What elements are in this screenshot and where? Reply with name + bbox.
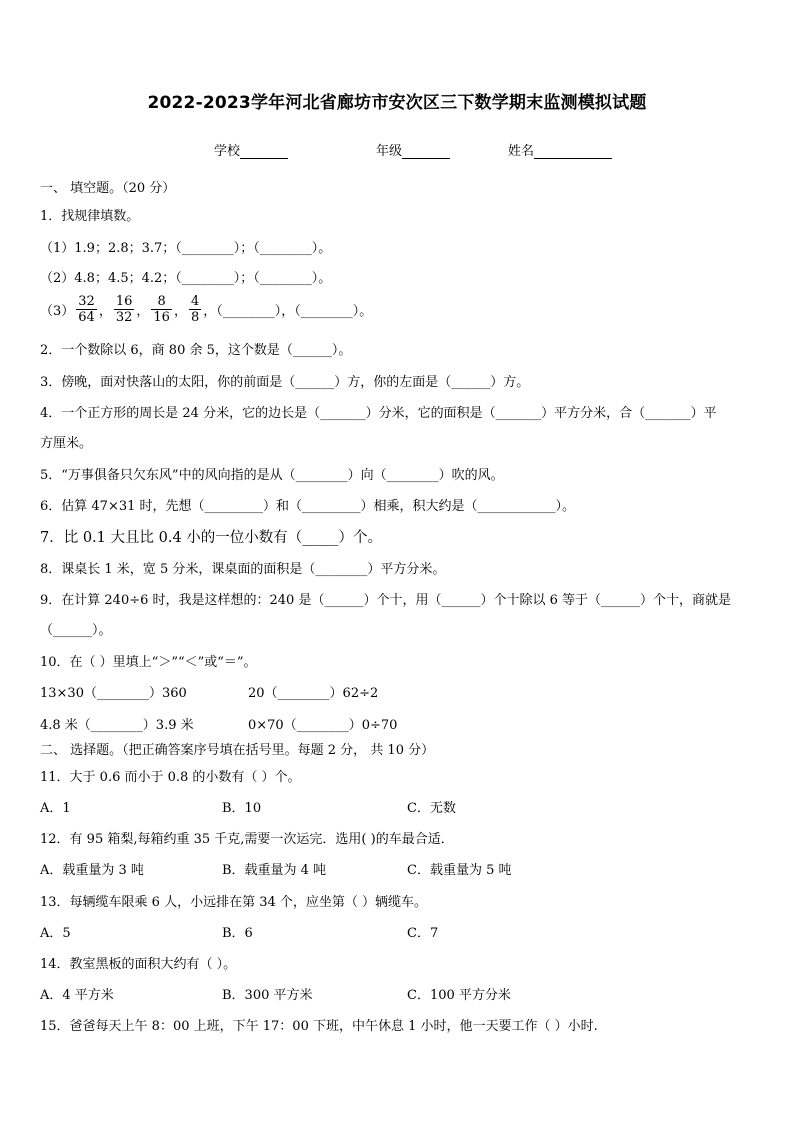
question-15: 15．爸爸每天上午 8：00 上班，下午 17：00 下班，中午休息 1 小时，他一天要工作（ ）小时.: [40, 1019, 598, 1034]
question-8: 8．课桌长 1 米，宽 5 分米，课桌面的面积是（________）平方分米。: [40, 562, 446, 577]
name-label: 姓名: [508, 144, 535, 159]
option-a: A．载重量为 3 吨: [40, 863, 144, 878]
question-10-item: 20（________）62÷2: [248, 686, 379, 701]
question-13: 13．每辆缆车限乘 6 人，小远排在第 34 个，应坐第（ ）辆缆车。: [40, 895, 428, 910]
school-label: 学校: [214, 144, 241, 159]
option-b: B．300 平方米: [222, 988, 313, 1003]
q1-part1: （1）1.9；2.8；3.7；（________）；（________）。: [40, 241, 332, 256]
question-3: 3．傍晚，面对快落山的太阳，你的前面是（______）方，你的左面是（______）方。: [40, 375, 530, 390]
question-5: 5．“万事俱备只欠东风”中的风向指的是从（________）向（________）吹的风。: [40, 468, 504, 483]
school-field: [214, 140, 288, 159]
question-4-line2: 方厘米。: [40, 436, 93, 451]
question-10-item: 4.8 米（________）3.9 米: [40, 718, 194, 733]
grade-blank[interactable]: [402, 144, 450, 159]
question-11: 11．大于 0.6 而小于 0.8 的小数有（ ）个。: [40, 770, 301, 785]
question-10-item: 13×30（________）360: [40, 686, 187, 701]
option-b: B．6: [222, 926, 253, 941]
option-a: A．1: [40, 801, 71, 816]
school-blank[interactable]: [240, 144, 288, 159]
option-b: B．载重量为 4 吨: [222, 863, 327, 878]
grade-label: 年级: [376, 144, 403, 159]
q1-part3: （3） $\frac{32}{64}$ ， $\frac{16}{32}$ ， $\frac{8}{16}$ ， $\frac{4}{8}$ ，（________），（________）。: [40, 294, 373, 325]
fraction: $\frac{8}{16}$: [153, 294, 170, 325]
option-a: A．5: [40, 926, 71, 941]
question-6: 6．估算 47×31 时，先想（_________）和（_________）相乘，积大约是（____________）。: [40, 499, 576, 514]
grade-field: [376, 140, 450, 159]
q1-stem: 1．找规律填数。: [40, 209, 140, 224]
option-c: C．载重量为 5 吨: [407, 863, 512, 878]
question-12: 12．有 95 箱梨,每箱约重 35 千克,需要一次运完．选用( )的车最合适．: [40, 832, 454, 847]
fraction: $\frac{32}{64}$: [78, 294, 95, 325]
question-10-stem: 10．在（ ）里填上“＞”“＜”或“＝”。: [40, 655, 257, 670]
q1-part3-prefix: （3）: [40, 304, 75, 319]
question-9-line1: 9．在计算 240÷6 时，我是这样想的：240 是（______）个十，用（______）个十除以 6 等于（______）个十，商就是: [40, 593, 731, 608]
section1-heading: 一、 填空题。（20 分）: [40, 181, 176, 196]
question-14: 14．教室黑板的面积大约有（ ）。: [40, 957, 237, 972]
option-b: B．10: [222, 801, 262, 816]
question-10-item: 0×70（________）0÷70: [248, 718, 398, 733]
section2-heading: 二、 选择题。（把正确答案序号填在括号里。每题 2 分， 共 10 分）: [40, 743, 435, 758]
question-7: 7．比 0.1 大且比 0.4 小的一位小数有（_____）个。: [40, 530, 383, 546]
name-field: [508, 140, 612, 159]
question-9-line2: （______）。: [40, 623, 112, 638]
option-c: C．100 平方分米: [407, 988, 511, 1003]
option-c: C．无数: [407, 801, 456, 816]
q1-part3-suffix: ，（________），（________）。: [203, 304, 373, 319]
option-c: C．7: [407, 926, 439, 941]
option-a: A．4 平方米: [40, 988, 114, 1003]
question-2: 2．一个数除以 6，商 80 余 5，这个数是（______）。: [40, 343, 352, 358]
document-title: 2022-2023学年河北省廊坊市安次区三下数学期末监测模拟试题: [147, 93, 647, 113]
fraction: $\frac{16}{32}$: [115, 294, 133, 325]
q1-part2: （2）4.8；4.5；4.2；（________）；（________）。: [40, 271, 332, 286]
fraction: $\frac{4}{8}$: [190, 294, 200, 325]
question-4-line1: 4．一个正方形的周长是 24 分米，它的边长是（_______）分米，它的面积是（_______）平方分米，合（_______）平: [40, 406, 717, 421]
name-blank[interactable]: [534, 144, 612, 159]
